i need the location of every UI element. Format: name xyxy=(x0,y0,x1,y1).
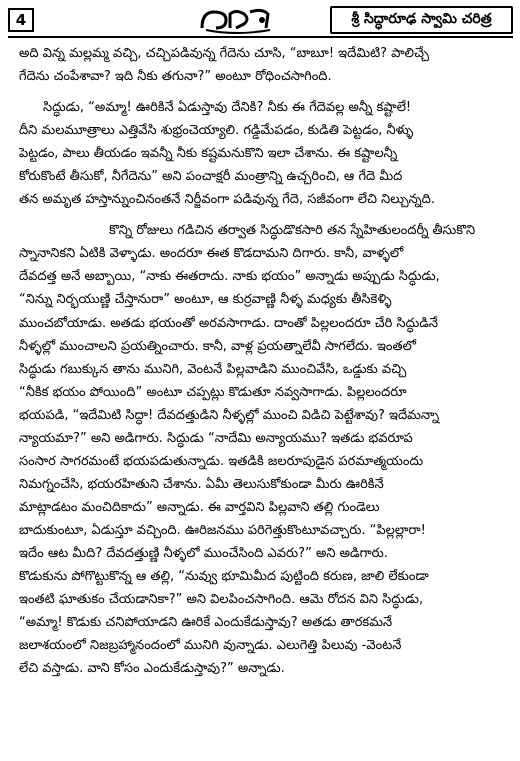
page-number: 4 xyxy=(8,8,34,32)
hari-logo xyxy=(196,6,276,34)
text-line: “అమ్మా! కొడుకు చనిపోయాడని ఊరికే ఎందుకేడుస్తావు? అతడు తారకమనే xyxy=(19,615,393,631)
text-line: కొన్ని రోజులు గడిచిన తర్వాత సిద్ధుడొకసారి తన స్నేహితులందర్నీ తీసుకొని xyxy=(109,223,476,239)
header-divider xyxy=(8,36,513,38)
text-line: “నీకిక భయం పోయింది” అంటూ చప్పట్లు కొడుతూ నవ్వసాగాడు. పిల్లలందరూ xyxy=(19,384,407,400)
text-line: నీళ్ళల్లో ముంచాలని ప్రయత్నించారు. కానీ, వాళ్ల ప్రయత్నాలేవీ సాగలేదు. ఇంతలో xyxy=(19,338,417,354)
text-line: బాదుకుంటూ, ఏడుస్తూ వచ్చింది. ఊరిజనము పరిగెత్తుకొంటూవచ్చారు. “పిల్లల్లారా! xyxy=(19,522,426,538)
text-line: సిద్ధుడు గబుక్కున తాను మునిగి, వెంటనే పిల్లవాడిని ముంచివేసి, ఒడ్డుకు వచ్చి xyxy=(19,361,407,377)
text-line: దేవదత్త అనే అబ్బాయి, “నాకు ఈతరాదు. నాకు భయం” అన్నాడు అప్పుడు సిద్ధుడు, xyxy=(19,269,440,285)
text-line: కొడుకును పోగొట్టుకొన్న ఆ తల్లి, “నువ్వు భూమిమీద పుట్టింది కరుణ, జాలి లేకుండా xyxy=(19,569,429,585)
body-text xyxy=(19,42,506,680)
page-header xyxy=(8,6,513,36)
text-line: న్యాయమా?” అని అడిగారు. సిద్ధుడు “నాదేమి అన్యాయము? ఇతడు భవరూప xyxy=(19,430,413,446)
text-line: లేచి వస్తాడు. వాని కోసం ఎందుకేడుస్తావు?” అన్నాడు. xyxy=(19,661,285,677)
text-line: దీని మలమూత్రాలు ఎత్తివేసి శుభ్రంచెయ్యాలి. గడ్డిమేపడం, కుడితి పెట్టడం, నీళ్ళు xyxy=(19,123,414,139)
book-title: శ్రీ సిద్ధారూఢ స్వామి చరిత్ర xyxy=(330,6,513,34)
text-line: జలాశయంలో నిజబ్రహ్మానందంలో మునిగి వున్నాడు. ఎలుగెత్తి పిలువు -వెంటనే xyxy=(19,638,402,654)
text-line: స్నానానికని ఏటికి వెళ్ళాడు. అందరూ ఈత కొడదామని దిగారు. కానీ, వాళ్ళలో xyxy=(19,246,404,262)
text-line: భయపడి, “ఇదేమిటి సిద్ధా! దేవదత్తుడిని నీళ్ళల్లో ముంచి విడిచి పెట్టేశావు? ఇదేమన్నా xyxy=(19,407,440,423)
text-line: అది విన్న మల్లమ్మ వచ్చి, చచ్చిపడివున్న గేదెను చూసి, “బాబూ! ఇదేమిటి? పాలిచ్చే xyxy=(19,46,429,61)
text-line: సిద్ధుడు, “అమ్మా! ఊరికినే ఏడుస్తావు దేనికి? నీకు ఈ గేదెవల్ల అన్నీ కష్టాలే! xyxy=(43,100,412,116)
text-line: కోరుకొంటే తీసుకో, నీగేదెను” అని పంచాక్షరీ మంత్రాన్ని ఉచ్చరించి, ఆ గేదె మీద xyxy=(19,169,403,185)
text-line: సంసార సాగరమంటే భయపడుతున్నాడు. ఇతడికి జలరూపుడైన పరమాత్మయందు xyxy=(19,453,424,469)
text-line: నిమగ్నంచేసి, భయరహితుని చేశాను. ఏమీ తెలుసుకోకుండా మీరు ఊరికినే xyxy=(19,476,384,492)
text-line: ముంచబోయాడు. అతడు భయంతో అరవసాగాడు. దాంతో పిల్లలందరూ చేరి సిద్ధుడినే xyxy=(19,315,438,331)
text-line: పెట్టడం, పాలు తీయడం ఇవన్నీ నీకు కష్టమనుకొని ఇలా చేశాను. ఈ కష్టాలన్నీ xyxy=(19,146,398,162)
text-line: తన అమృత హస్తాన్నుంచినంతనే నిర్జీవంగా పడివున్న గేదె, సజీవంగా లేచి నిల్చున్నది. xyxy=(19,192,435,208)
hari-logo-graphic xyxy=(196,6,276,34)
text-line: ఇదేం ఆట మీది? దేవదత్తుణ్ణి నీళ్ళలో ముంచేసింది ఎవరు?” అని అడిగారు. xyxy=(19,545,388,561)
text-line: మాట్లాడటం మంచిదికాదు” అన్నాడు. ఈ వార్తవిని పిల్లవాని తల్లి గుండెలు xyxy=(19,499,380,515)
text-line: గేదెను చంపేశావా? ఇది నీకు తగునా?” అంటూ రోధించసాగింది. xyxy=(19,69,332,85)
text-line: ఇంతటి ఘాతుకం చేయడానికా?” అని విలపించసాగింది. ఆమె రోదన విని సిద్ధుడు, xyxy=(19,592,424,608)
text-line: “నిన్ను నిర్భయుణ్ణి చేస్తానురా” అంటూ, ఆ కుర్రవాణ్ణి నీళ్ళ మధ్యకు తీసికెళ్ళి xyxy=(19,292,392,308)
